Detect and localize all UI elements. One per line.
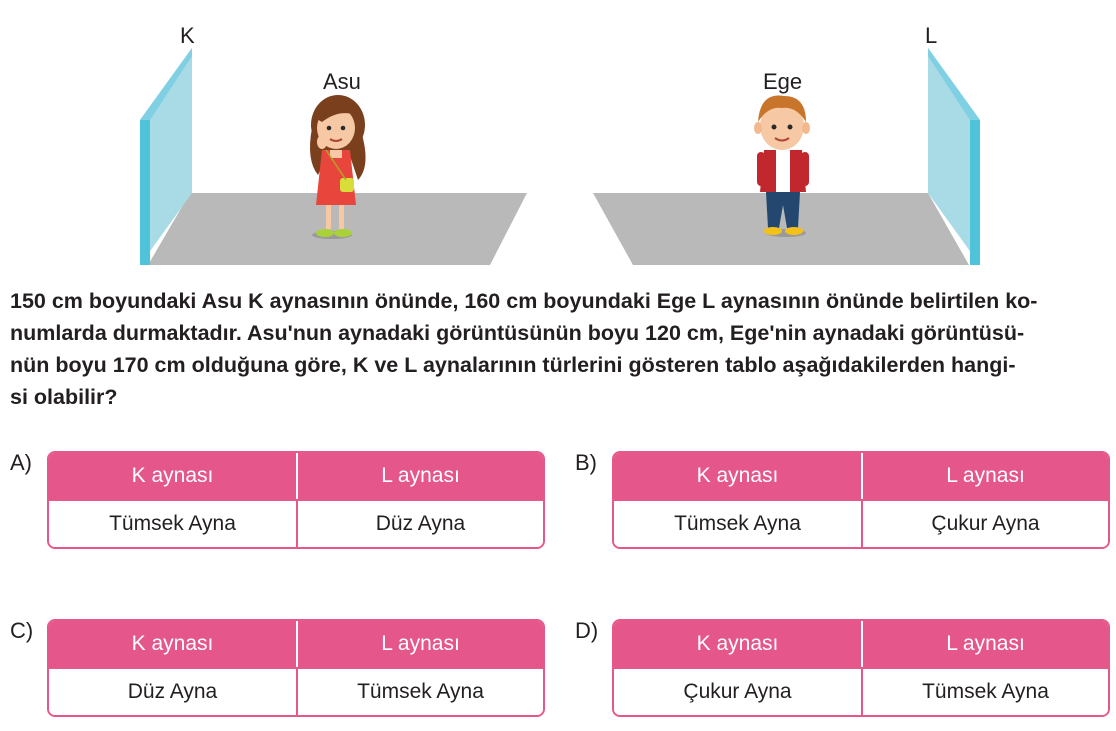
option-c-header-l: L aynası: [296, 621, 543, 667]
option-b-l-value: Çukur Ayna: [861, 499, 1108, 547]
option-b-table[interactable]: [612, 451, 1110, 549]
option-c-table[interactable]: [47, 619, 545, 717]
option-c-letter[interactable]: C): [10, 618, 34, 643]
option-a-l-value: Düz Ayna: [296, 499, 543, 547]
option-a-header-k: K aynası: [49, 453, 296, 499]
question-line: si olabilir?: [10, 385, 118, 409]
option-c-header-k: K aynası: [49, 621, 296, 667]
mirror-k-label: K: [180, 23, 195, 48]
option-a-header-l: L aynası: [296, 453, 543, 499]
option-a-table[interactable]: [47, 451, 545, 549]
scene-illustration: [0, 0, 1116, 280]
option-b-k-value: Tümsek Ayna: [614, 499, 861, 547]
mirror-scene: [0, 0, 1116, 280]
option-d-header-k: K aynası: [614, 621, 861, 667]
question-line: nün boyu 170 cm olduğuna göre, K ve L aynalarının türlerini gösteren tablo aşağıdakilerden hangi-: [10, 353, 1016, 377]
option-d-table[interactable]: [612, 619, 1110, 717]
question-line: 150 cm boyundaki Asu K aynasının önünde, 160 cm boyundaki Ege L aynasının önünde belirtilen ko-: [10, 289, 1038, 313]
girl-name-label: Asu: [323, 69, 361, 94]
option-d-header-l: L aynası: [861, 621, 1108, 667]
boy-name-label: Ege: [763, 69, 803, 94]
option-a-k-value: Tümsek Ayna: [49, 499, 296, 547]
question-line: numlarda durmaktadır. Asu'nun aynadaki görüntüsünün boyu 120 cm, Ege'nin aynadaki görüntüsü-: [10, 321, 1025, 345]
option-c-l-value: Tümsek Ayna: [296, 667, 543, 715]
option-a-letter[interactable]: A): [10, 450, 32, 475]
option-d-letter[interactable]: D): [575, 618, 599, 643]
option-c-k-value: Düz Ayna: [49, 667, 296, 715]
mirror-l-label: L: [925, 23, 938, 48]
option-d-l-value: Tümsek Ayna: [861, 667, 1108, 715]
option-b-letter[interactable]: B): [575, 450, 597, 475]
question-text: [10, 285, 1110, 413]
option-d-k-value: Çukur Ayna: [614, 667, 861, 715]
option-b-header-k: K aynası: [614, 453, 861, 499]
option-b-header-l: L aynası: [861, 453, 1108, 499]
